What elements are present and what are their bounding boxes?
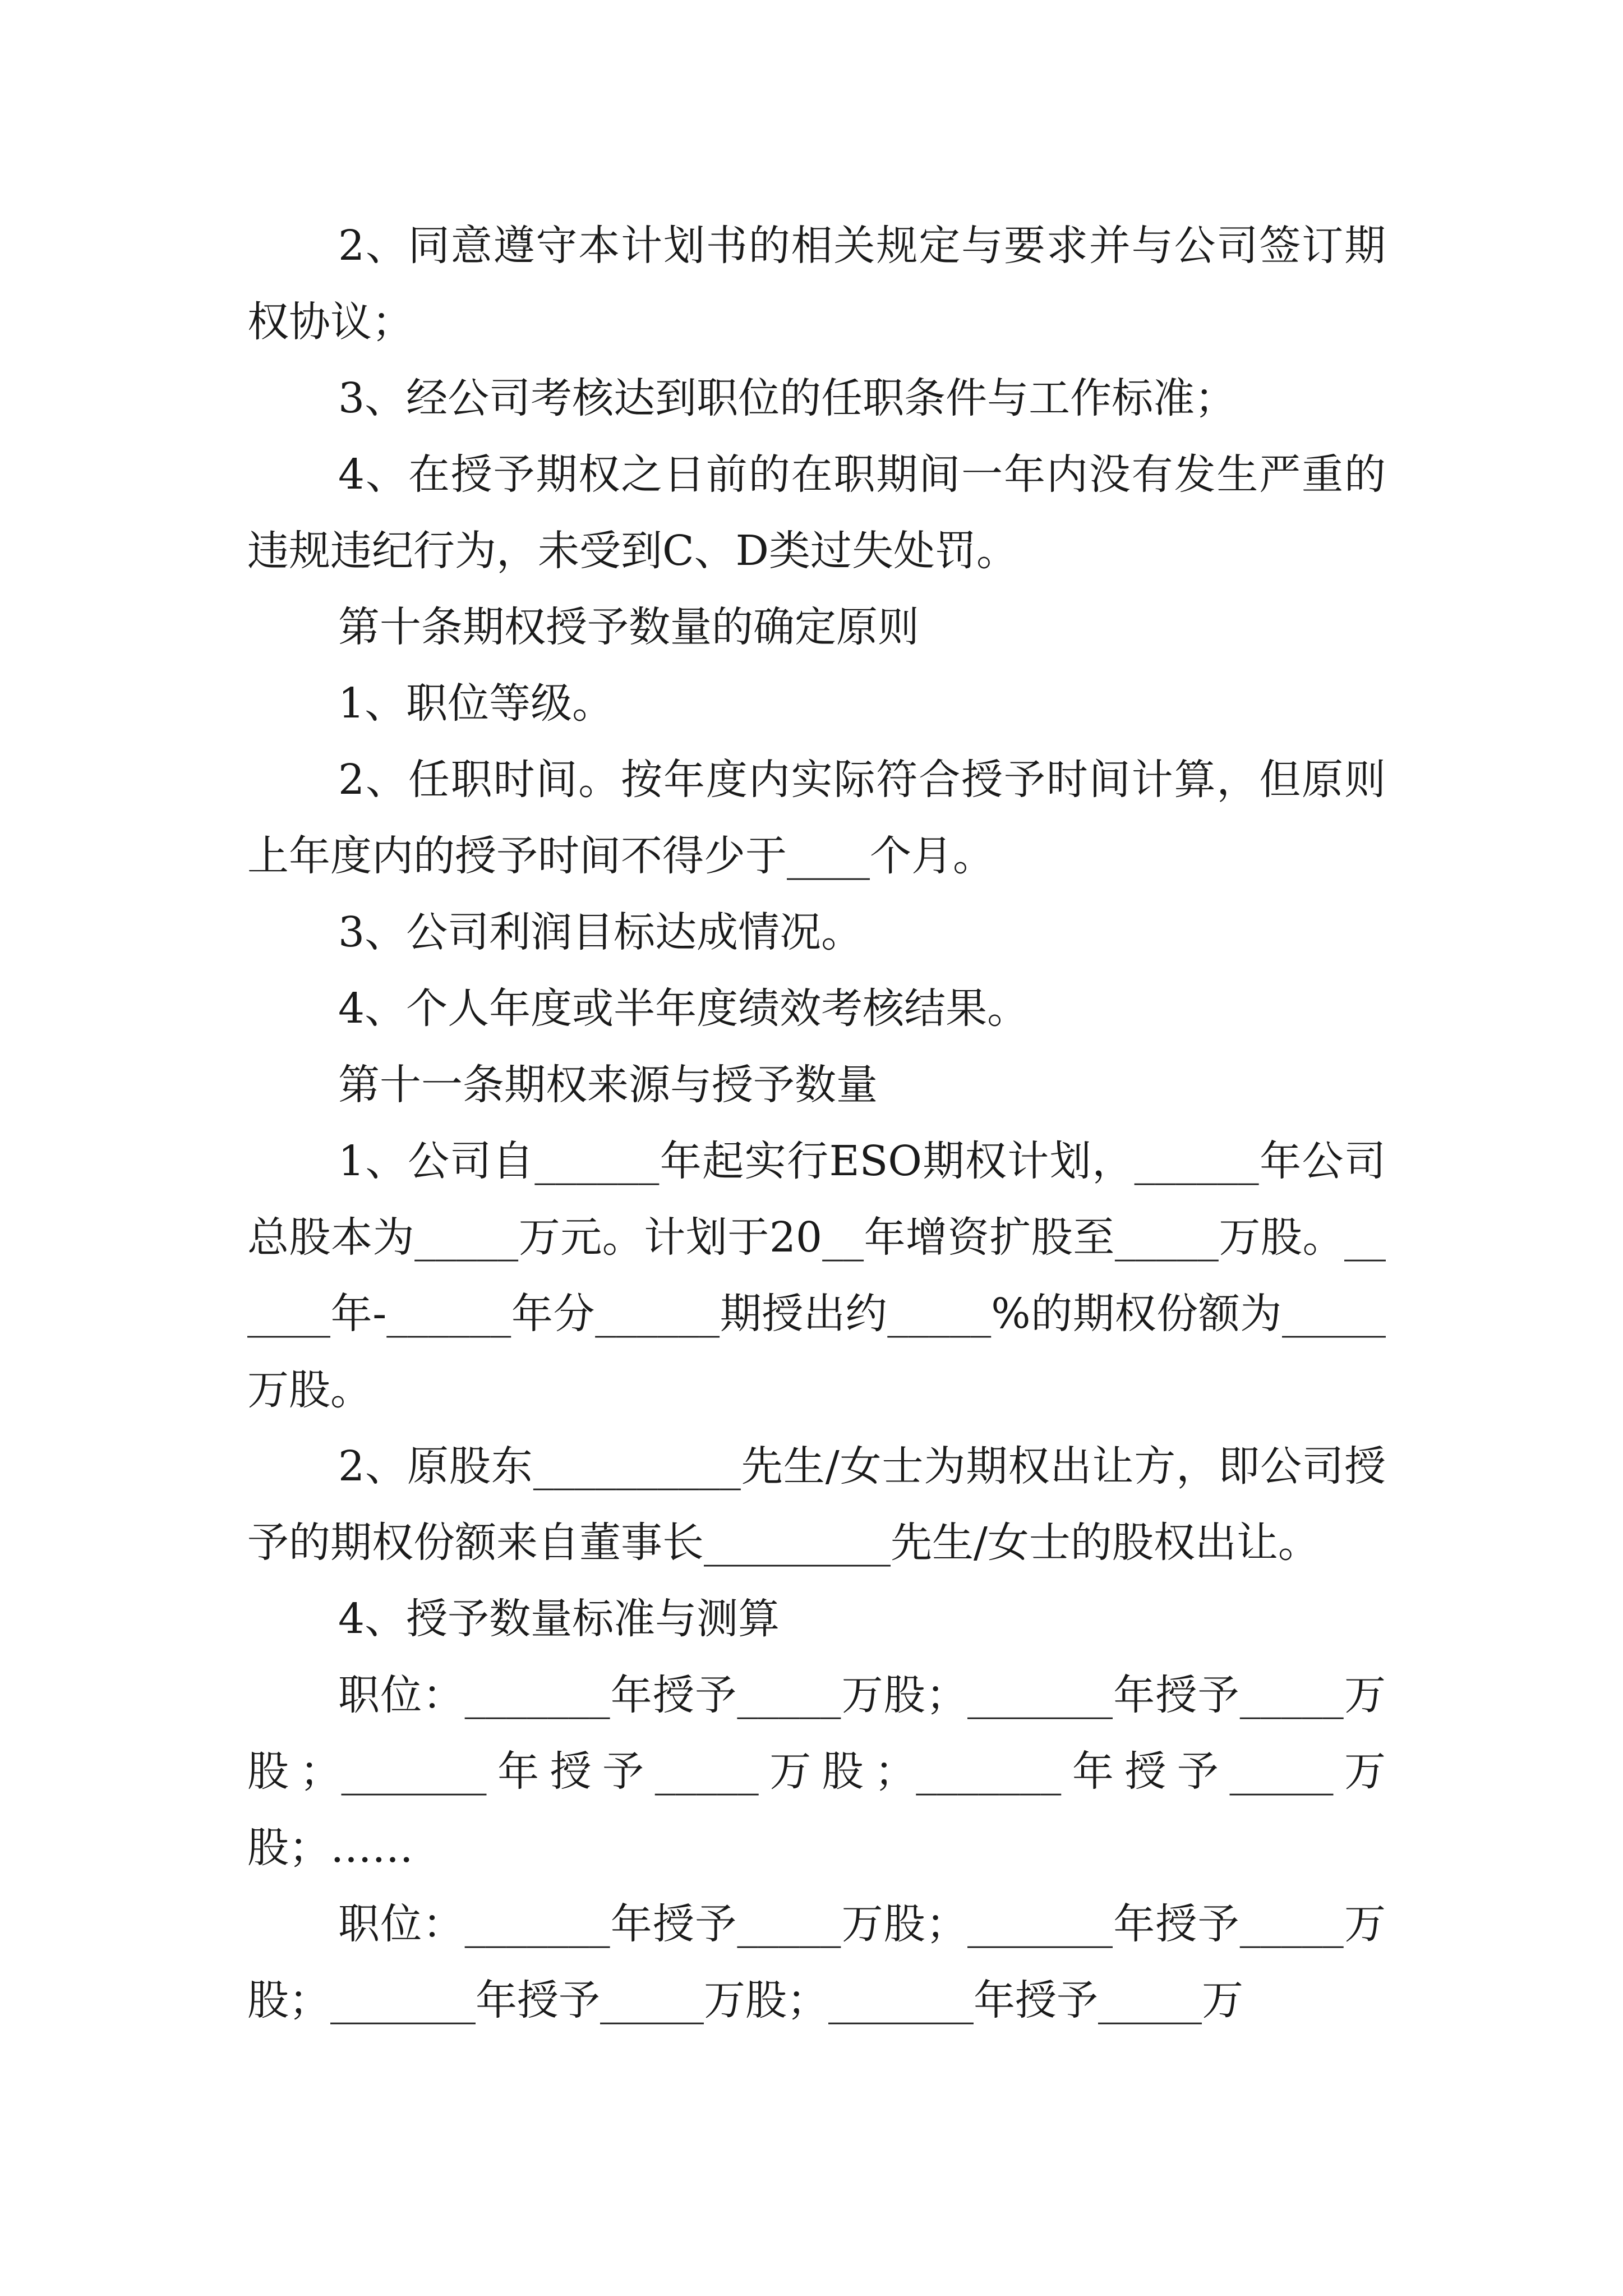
- paragraph-source-4: 4、授予数量标准与测算: [338, 1595, 780, 1643]
- paragraph-source-1: 1、公司自______年起实行ESO期权计划，______年公司总股本为_____万元。计划于20__年增资扩股至_____万股。______年-______年分______期授出约_____%的期权份额为_____万股。: [247, 1137, 1386, 1414]
- document-body: [247, 208, 1386, 2039]
- paragraph-principle-3: 3、公司利润目标达成情况。: [338, 908, 863, 956]
- article-11-heading: 第十一条期权来源与授予数量: [338, 1061, 878, 1109]
- paragraph-condition-4: 4、在授予期权之日前的在职期间一年内没有发生严重的违规违纪行为，未受到C、D类过失处罚。: [247, 450, 1386, 575]
- paragraph-source-2: 2、原股东__________先生/女士为期权出让方，即公司授予的期权份额来自董事长_________先生/女士的股权出让。: [247, 1442, 1386, 1567]
- paragraph-condition-3: 3、经公司考核达到职位的任职条件与工作标准；: [338, 374, 1237, 422]
- article-10-heading: 第十条期权授予数量的确定原则: [338, 603, 919, 651]
- paragraph-position-1: 职位：_______年授予_____万股；_______年授予_____万股；_______年授予_____万股；_______年授予_____万股；……: [247, 1671, 1386, 1872]
- paragraph-principle-2: 2、任职时间。按年度内实际符合授予时间计算，但原则上年度内的授予时间不得少于____个月。: [247, 756, 1386, 880]
- paragraph-principle-4: 4、个人年度或半年度绩效考核结果。: [338, 984, 1029, 1033]
- paragraph-condition-2: 2、同意遵守本计划书的相关规定与要求并与公司签订期权协议；: [247, 222, 1386, 346]
- paragraph-principle-1: 1、职位等级。: [338, 679, 614, 728]
- paragraph-position-2: 职位：_______年授予_____万股；_______年授予_____万股；_______年授予_____万股；_______年授予_____万: [247, 1900, 1386, 2024]
